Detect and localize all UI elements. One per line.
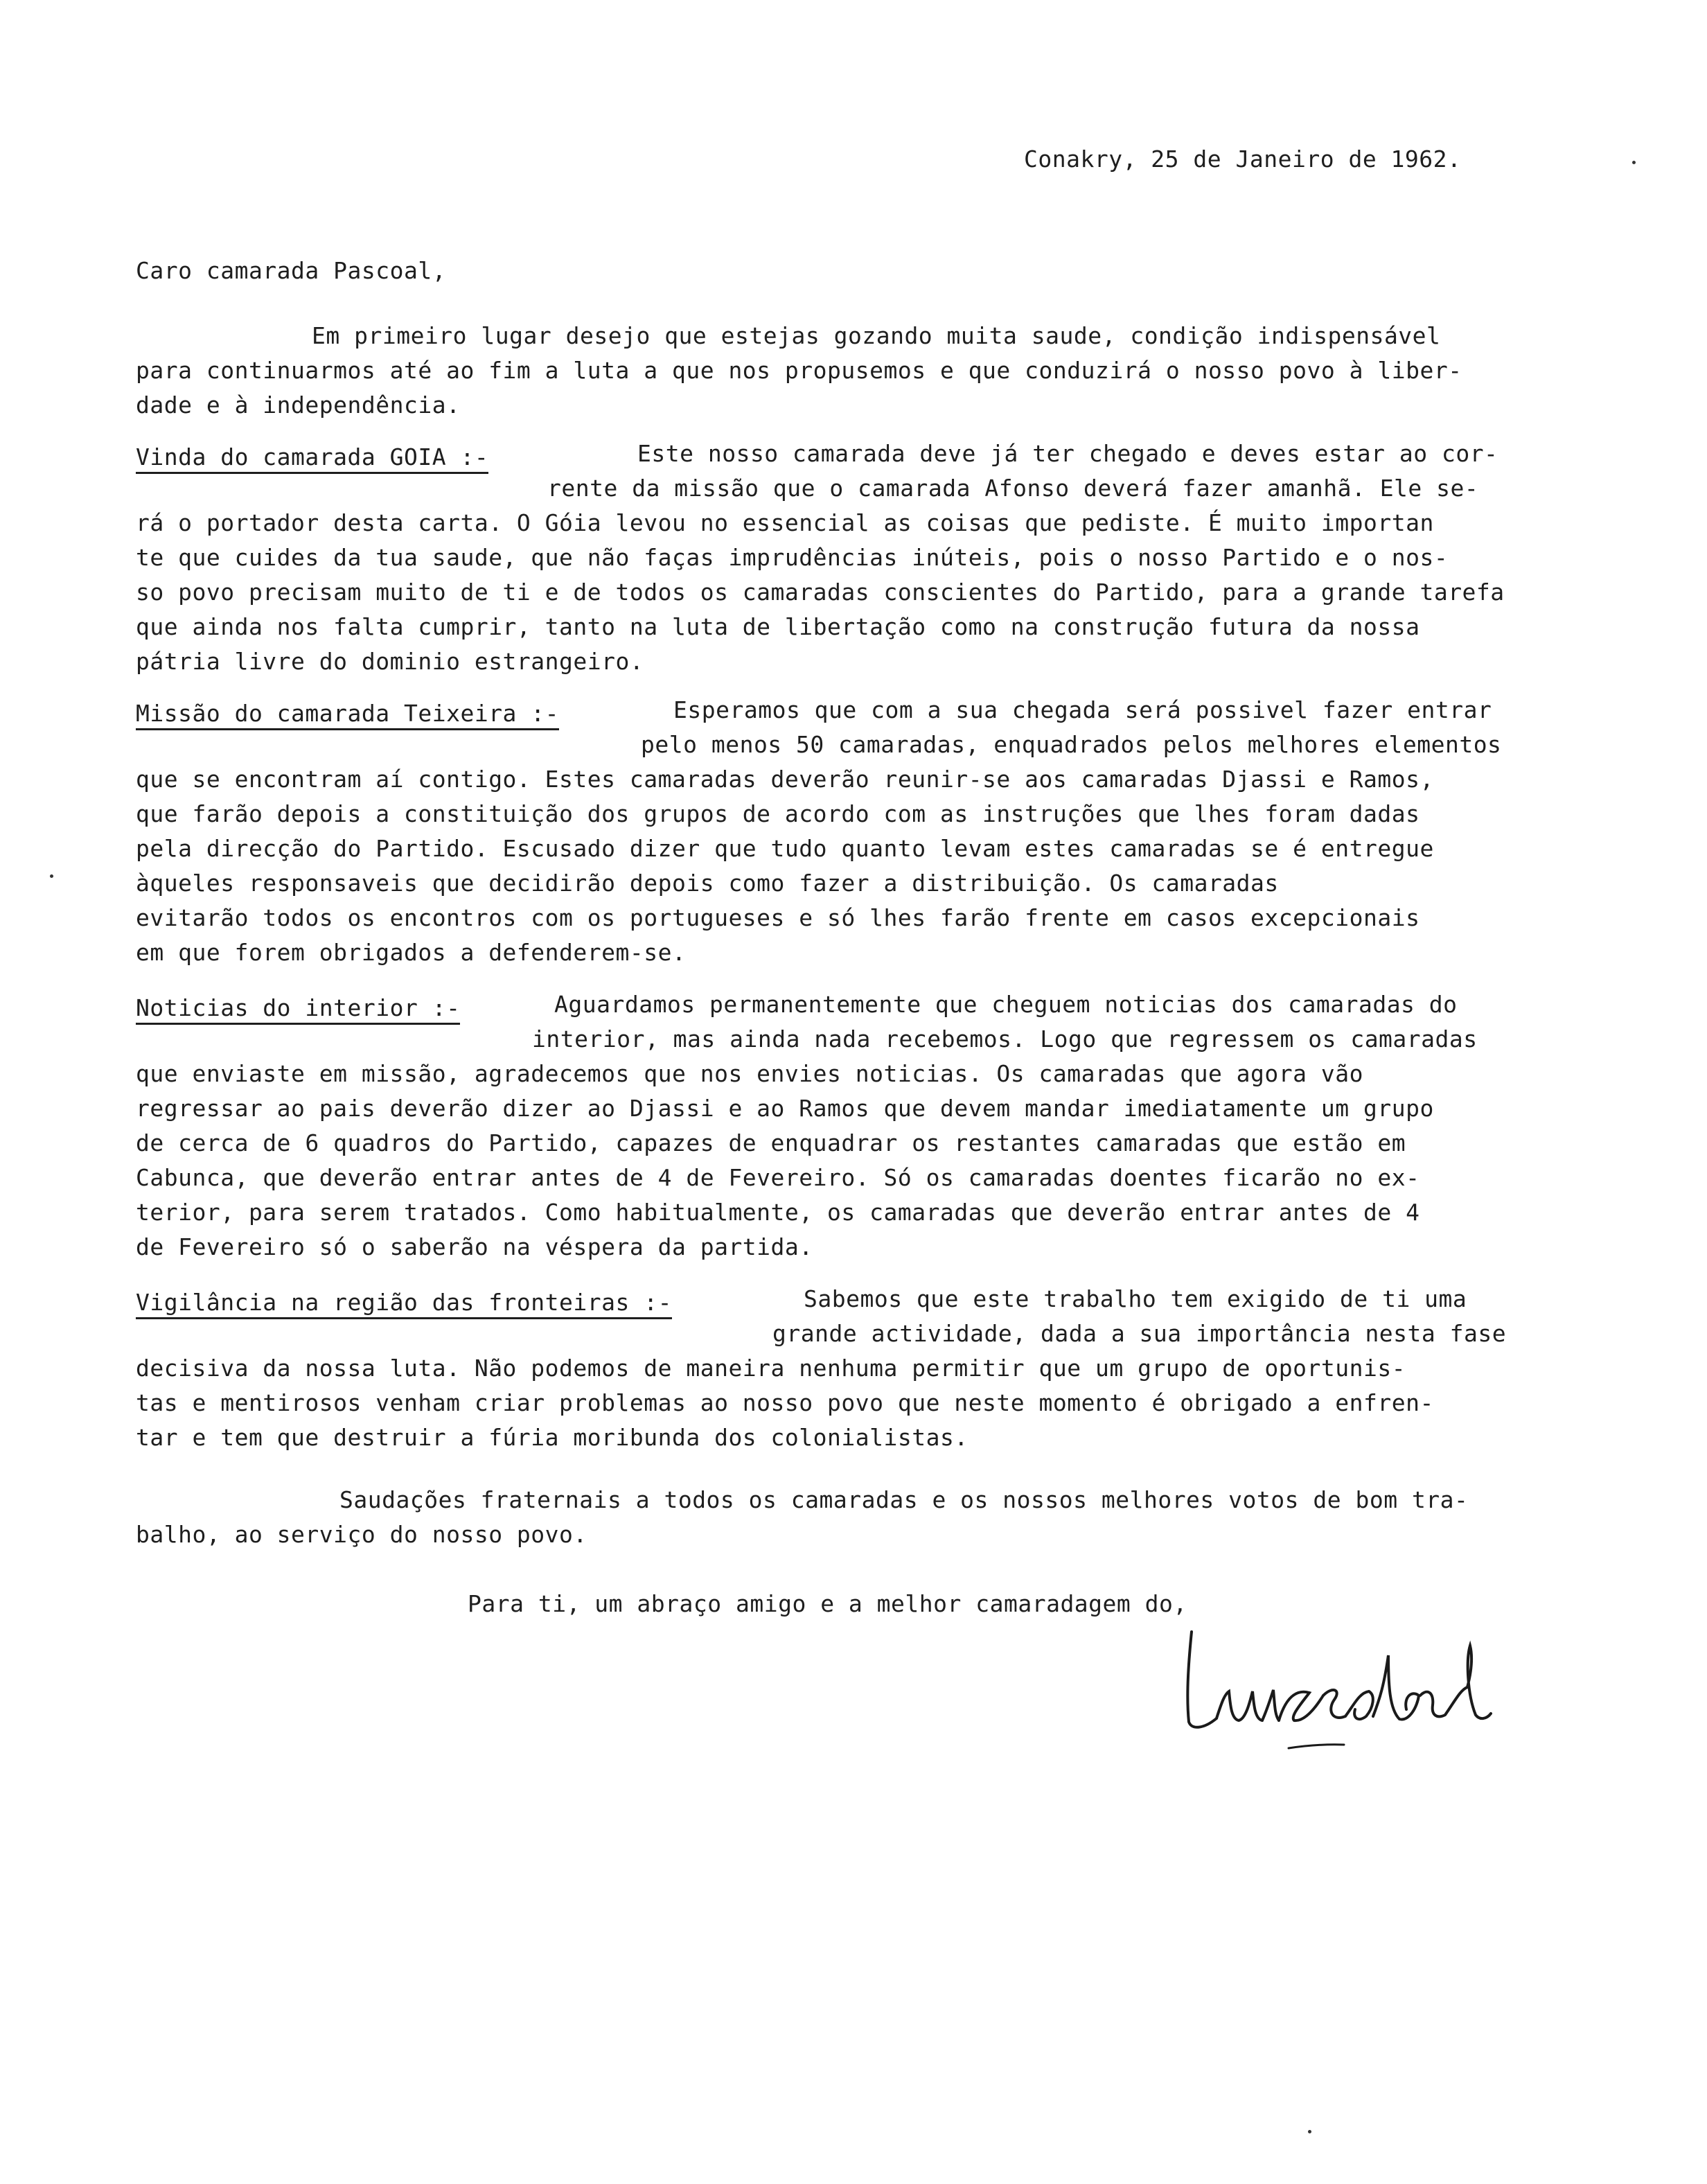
section-line: de Fevereiro só o saberão na véspera da partida. <box>136 1233 813 1260</box>
section-line: rente da missão que o camarada Afonso deverá fazer amanhã. Ele se- <box>547 475 1479 502</box>
section-line: àqueles responsaveis que decidirão depois como fazer a distribuição. Os camaradas <box>136 870 1279 897</box>
section-heading: Noticias do interior :- <box>136 991 460 1025</box>
paper-speck <box>1632 161 1636 164</box>
section-line: so povo precisam muito de ti e de todos os camaradas conscientes do Partido, para a grande tarefa <box>136 579 1505 606</box>
section-line: que enviaste em missão, agradecemos que nos envies noticias. Os camaradas que agora vão <box>136 1060 1363 1087</box>
paper-speck <box>1308 2130 1311 2133</box>
section-line: pela direcção do Partido. Escusado dizer que tudo quanto levam estes camaradas se é entregue <box>136 835 1434 862</box>
section-line: que farão depois a constituição dos grupos de acordo com as instruções que lhes foram dadas <box>136 800 1420 827</box>
section-line: te que cuides da tua saude, que não faças imprudências inúteis, pois o nosso Partido e o nos- <box>136 544 1449 571</box>
intro-line: para continuarmos até ao fim a luta a que nos propusemos e que conduzirá o nosso povo à liber- <box>136 357 1462 384</box>
section-line: tas e mentirosos venham criar problemas ao nosso povo que neste momento é obrigado a enfren- <box>136 1389 1434 1416</box>
section-heading: Vigilância na região das fronteiras :- <box>136 1285 672 1320</box>
section-line: de cerca de 6 quadros do Partido, capazes de enquadrar os restantes camaradas que estão em <box>136 1129 1406 1156</box>
section-line: grande actividade, dada a sua importância nesta fase <box>772 1320 1507 1347</box>
closing-line: balho, ao serviço do nosso povo. <box>136 1521 587 1548</box>
paper-speck <box>50 874 53 878</box>
section-line: Sabemos que este trabalho tem exigido de ti uma <box>804 1285 1467 1312</box>
section-line: que se encontram aí contigo. Estes camaradas deverão reunir-se aos camaradas Djassi e Ramos, <box>136 766 1434 793</box>
intro-line: Em primeiro lugar desejo que estejas gozando muita saude, condição indispensável <box>312 322 1441 349</box>
section-line: que ainda nos falta cumprir, tanto na luta de libertação como na construção futura da nossa <box>136 613 1420 640</box>
section-line: Este nosso camarada deve já ter chegado e deves estar ao cor- <box>637 440 1498 467</box>
salutation: Caro camarada Pascoal, <box>136 257 447 284</box>
section-line: Aguardamos permanentemente que cheguem noticias dos camaradas do <box>554 991 1458 1018</box>
section-line: Cabunca, que deverão entrar antes de 4 de Fevereiro. Só os camaradas doentes ficarão no ex- <box>136 1164 1420 1191</box>
section-heading: Missão do camarada Teixeira :- <box>136 696 559 731</box>
section-line: pelo menos 50 camaradas, enquadrados pelos melhores elementos <box>641 731 1502 758</box>
section-line: rá o portador desta carta. O Góia levou no essencial as coisas que pediste. É muito importan <box>136 509 1434 536</box>
section-heading: Vinda do camarada GOIA :- <box>136 440 488 475</box>
section-line: regressar ao pais deverão dizer ao Djassi e ao Ramos que devem mandar imediatamente um grupo <box>136 1095 1434 1122</box>
section-line: evitarão todos os encontros com os portugueses e só lhes farão frente em casos excepcionais <box>136 904 1420 931</box>
section-line: decisiva da nossa luta. Não podemos de maneira nenhuma permitir que um grupo de oportunis- <box>136 1355 1406 1382</box>
signoff-line: Para ti, um abraço amigo e a melhor camaradagem do, <box>468 1590 1187 1617</box>
place-date: Conakry, 25 de Janeiro de 1962. <box>1024 146 1462 173</box>
section-line: em que forem obrigados a defenderem-se. <box>136 939 687 966</box>
section-line: Esperamos que com a sua chegada será possivel fazer entrar <box>673 696 1492 723</box>
section-line: pátria livre do dominio estrangeiro. <box>136 648 644 675</box>
closing-line: Saudações fraternais a todos os camaradas e os nossos melhores votos de bom tra- <box>339 1486 1469 1513</box>
section-line: terior, para serem tratados. Como habitualmente, os camaradas que deverão entrar antes de 4 <box>136 1199 1420 1226</box>
section-line: interior, mas ainda nada recebemos. Logo que regressem os camaradas <box>532 1025 1478 1053</box>
intro-line: dade e à independência. <box>136 391 461 419</box>
section-line: tar e tem que destruir a fúria moribunda dos colonialistas. <box>136 1424 969 1451</box>
handwritten-signature <box>1171 1618 1496 1756</box>
